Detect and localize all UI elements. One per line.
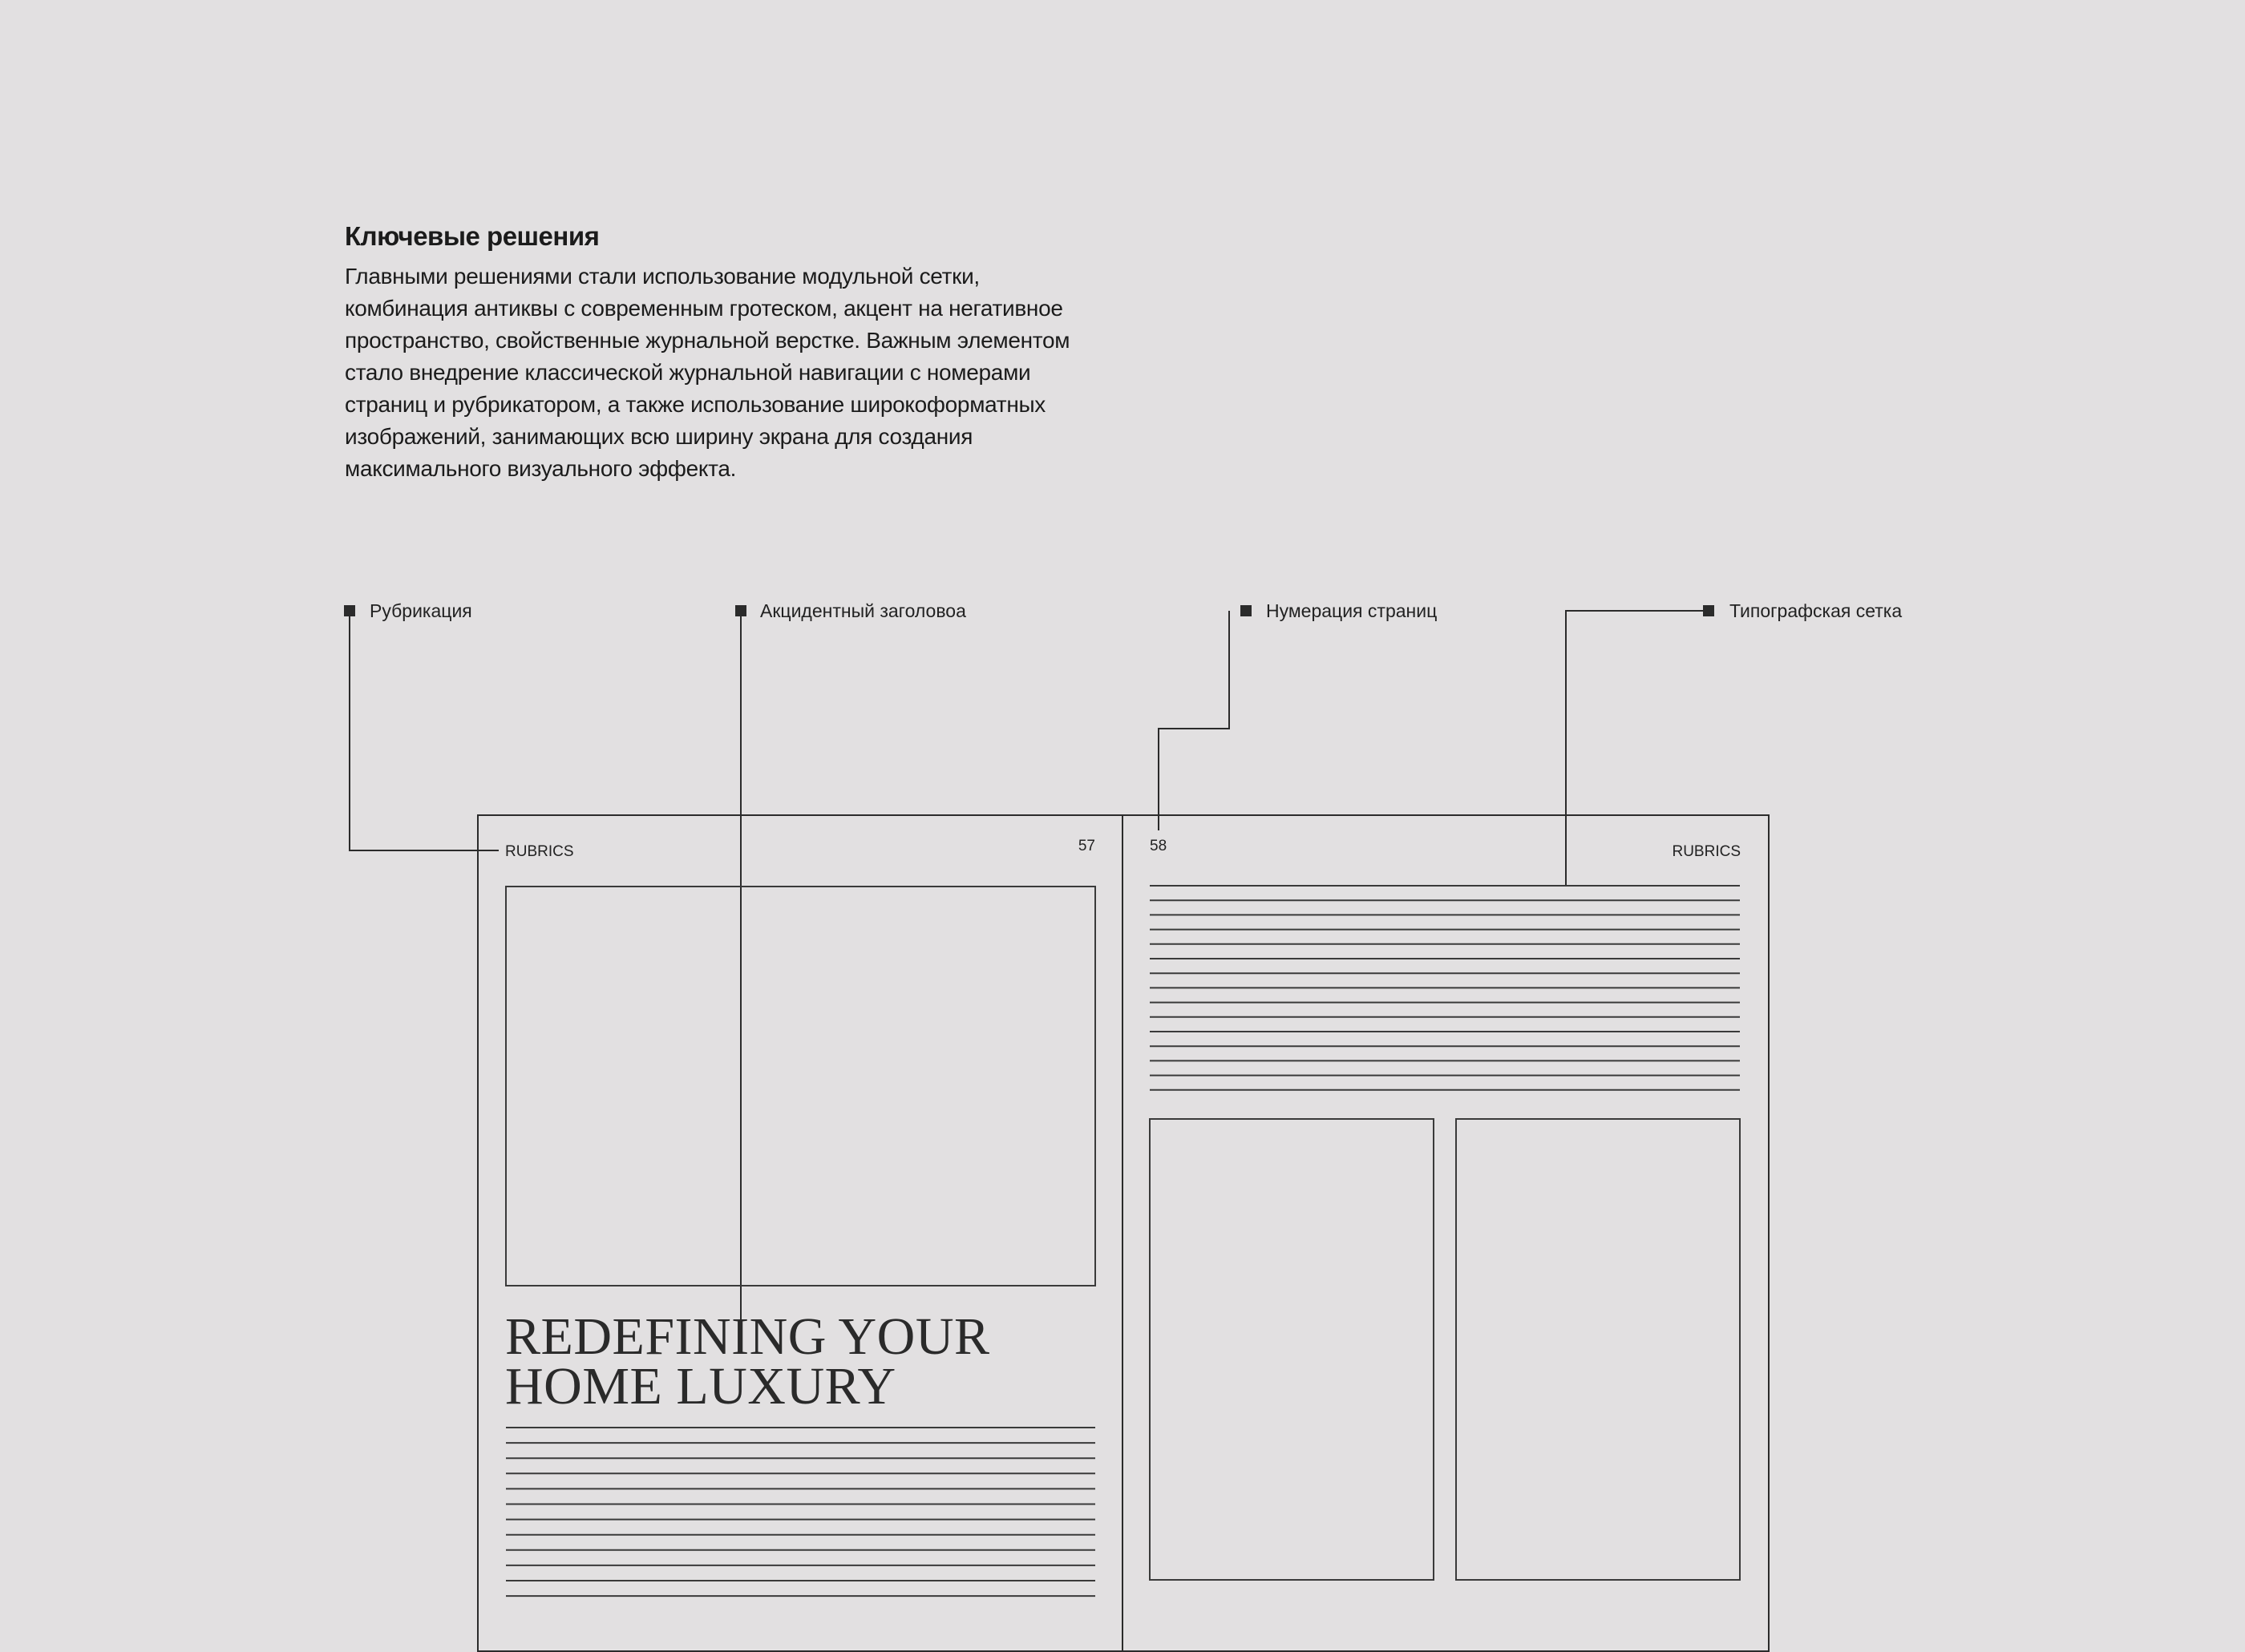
left-page-text-lines [506,1428,1095,1596]
leader-line-rubrics [350,616,499,850]
callout-label-display-headline: Акцидентный заголовоа [760,600,966,621]
callout-marker-display-headline [735,605,746,616]
right-page-image-placeholder-2 [1456,1119,1740,1580]
headline-line-2: HOME LUXURY [505,1357,896,1416]
leader-line-page-numbering [1159,611,1229,830]
callout-marker-typographic-grid [1703,605,1714,616]
callout-label-rubrics: Рубрикация [370,600,472,621]
callout-marker-rubrics [344,605,355,616]
right-page-number: 58 [1150,838,1167,854]
callout-marker-page-numbering [1240,605,1252,616]
right-page-text-lines [1150,886,1740,1090]
right-page-image-placeholder-1 [1150,1119,1434,1580]
callout-label-typographic-grid: Типографская сетка [1729,600,1903,621]
headline-line-1: REDEFINING YOUR [505,1307,990,1366]
callout-label-page-numbering: Нумерация страниц [1266,600,1438,621]
right-page-rubric: RUBRICS [1672,843,1741,860]
section-title: Ключевые решения [345,221,600,251]
section-description: Главными решениями стали использование модульной сетки, комбинация антиквы с современным гротеском, акцент на негативное пространство, свойственные журнальной верстке. Важным элементом стало внедрение классической журнальной навигации с номерами страниц и рубрикатором, а также использование широкоформатных изображений, занимающих всю ширину экрана для создания максимального визуального эффекта. [345,264,1070,481]
left-page-rubric: RUBRICS [505,843,574,860]
left-page-number: 57 [1078,838,1095,854]
left-page-image-placeholder [506,887,1095,1286]
